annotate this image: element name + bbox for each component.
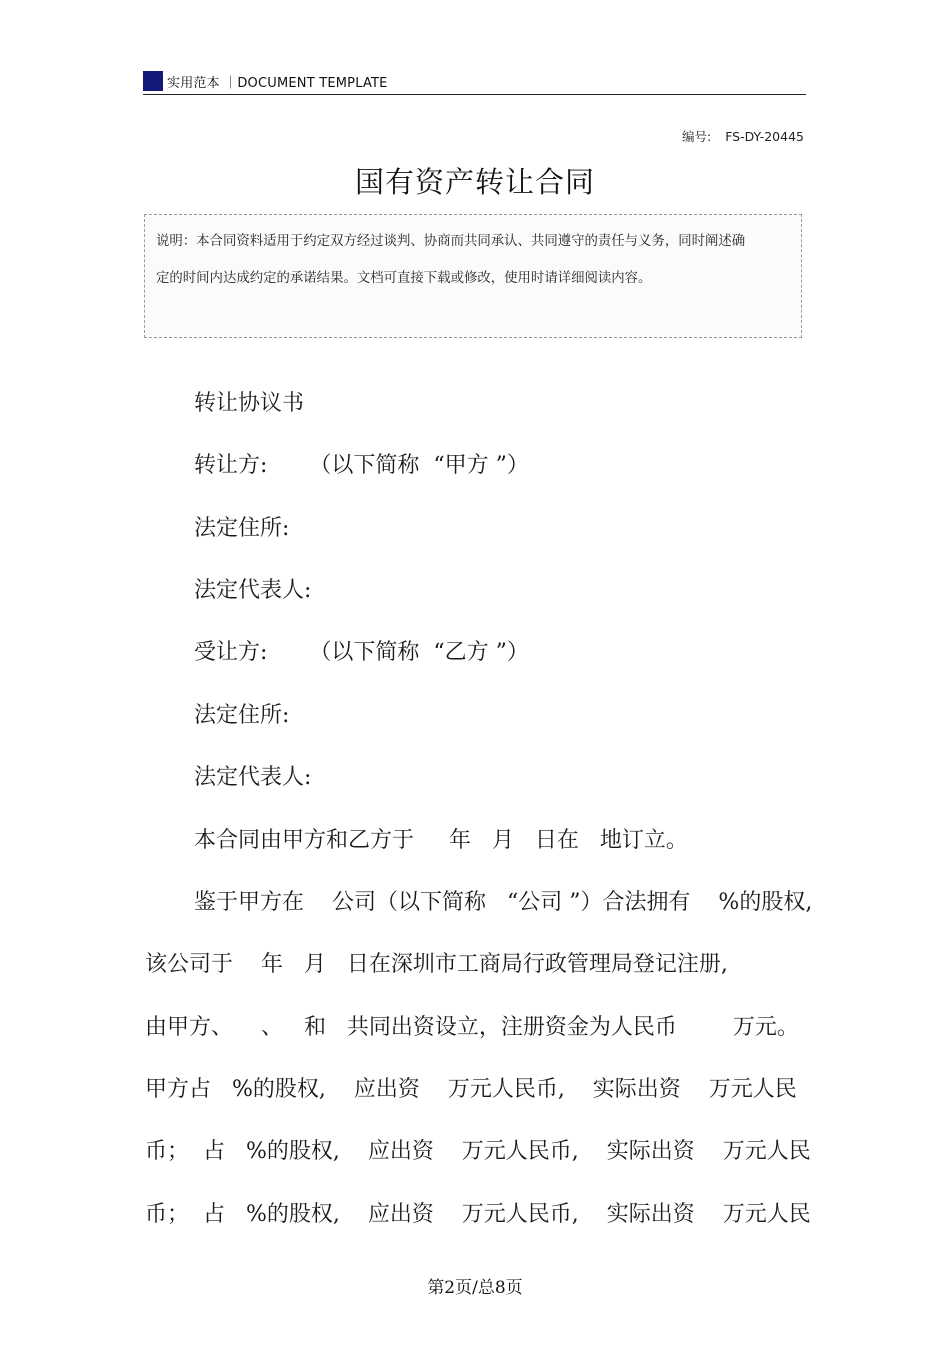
body-line-transferee: 受让方: （以下简称 “乙方 ”） — [194, 640, 529, 665]
body-paragraph-line: 该公司于 年 月 日在深圳市工商局行政管理局登记注册, — [145, 952, 728, 977]
document-header — [143, 68, 806, 95]
body-line-agreement-title: 转让协议书 — [194, 391, 305, 416]
document-number — [682, 127, 804, 145]
body-line-transferor: 转让方: （以下简称 “甲方 ”） — [194, 453, 529, 478]
page-indicator: 第2页/总8页 — [427, 1278, 523, 1298]
body-paragraph-line: 币； 占 %的股权, 应出资 万元人民币, 实际出资 万元人民 — [145, 1139, 811, 1164]
body-paragraph-line: 币； 占 %的股权, 应出资 万元人民币, 实际出资 万元人民 — [145, 1202, 811, 1227]
body-line-transferor-representative: 法定代表人: — [194, 578, 312, 603]
body-line-signing: 本合同由甲方和乙方于 年 月 日在 地订立。 — [194, 828, 688, 853]
notice-box — [144, 214, 802, 338]
body-paragraph-line: 鉴于甲方在 公司（以下简称 “公司 ”）合法拥有 %的股权, — [194, 890, 813, 915]
document-title: 国有资产转让合同 — [354, 165, 595, 199]
body-line-transferee-address: 法定住所: — [194, 703, 290, 728]
document-number-value: FS-DY-20445 — [725, 129, 804, 144]
logo-square-icon — [143, 71, 163, 91]
document-number-label: 编号: — [681, 129, 712, 144]
notice-text: 说明：本合同资料适用于约定双方经过谈判、协商而共同承认、共同遵守的责任与义务，同时阐述确定的时间内达成约定的承诺结果。文档可直接下载或修改，使用时请详细阅读内容。 — [156, 234, 746, 286]
body-paragraph-line: 甲方占 %的股权, 应出资 万元人民币, 实际出资 万元人民 — [145, 1077, 797, 1102]
header-text: 实用范本 ｜DOCUMENT TEMPLATE — [167, 76, 388, 91]
body-line-transferor-address: 法定住所: — [194, 516, 290, 541]
body-line-transferee-representative: 法定代表人: — [194, 765, 312, 790]
body-paragraph-line: 由甲方、 、 和 共同出资设立，注册资金为人民币 万元。 — [145, 1015, 799, 1040]
